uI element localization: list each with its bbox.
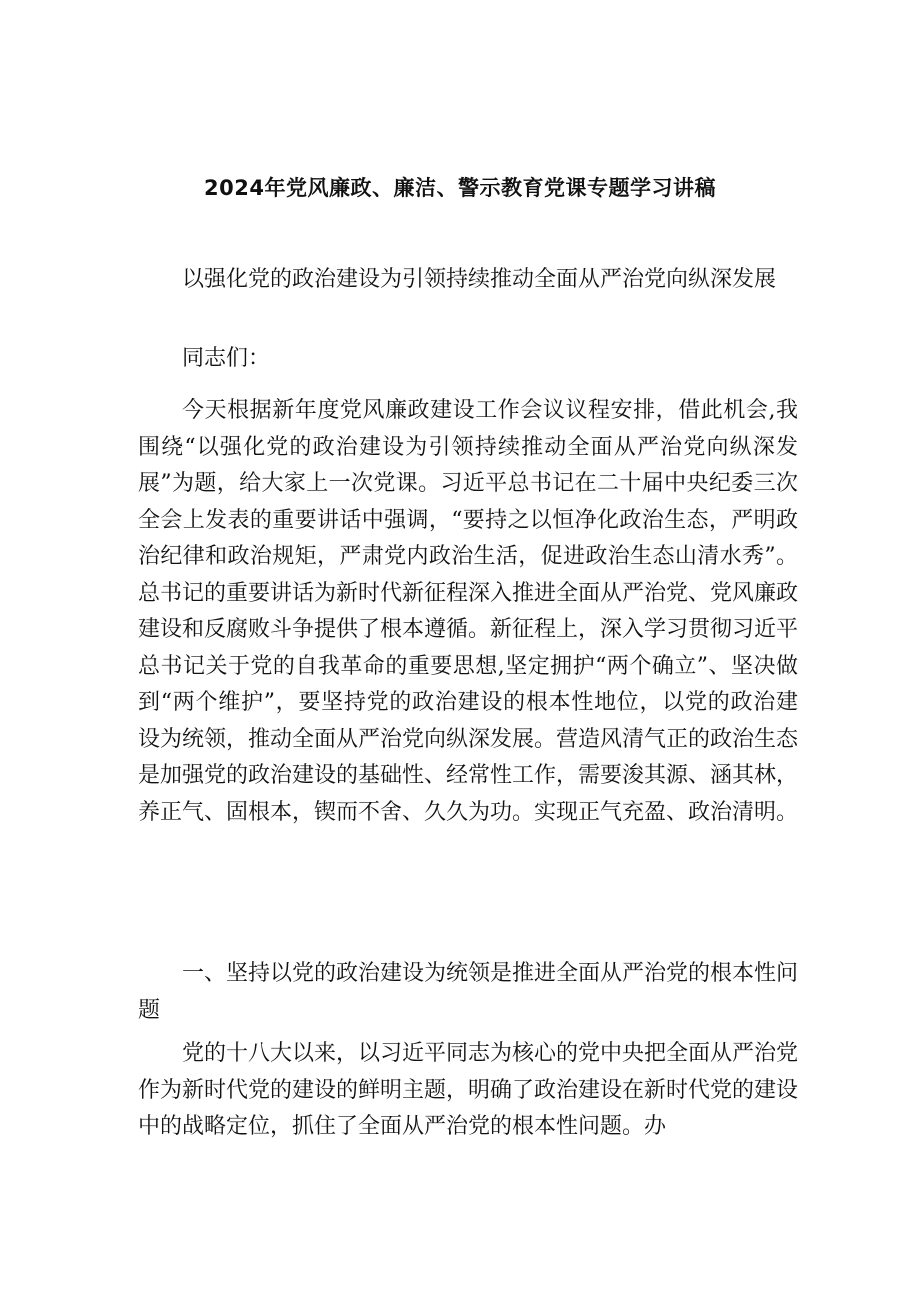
greeting: 同志们： [182,346,271,371]
document-title: 2024年党风廉政、廉洁、警示教育党课专题学习讲稿 [204,176,716,200]
paragraph-intro: 今天根据新年度党风廉政建设工作会议议程安排，借此机会,我围绕“以强化党的政治建设为引领持续推动全面从严治党向纵深发展”为题，给大家上一次党课。习近平总书记在二十届中央纪委三次全会上发表的重要讲话中强调，“要持之以恒净化政治生态，严明政治纪律和政治规矩，严肃党内政治生活，促进政治生态山清水秀”。总书记的重要讲话为新时代新征程深入推进全面从严治党、党风廉政建设和反腐败斗争提供了根本遵循。新征程上，深入学习贯彻习近平总书记关于党的自我革命的重要思想,坚定拥护“两个确立”、坚决做到“两个维护”，要坚持党的政治建设的根本性地位，以党的政治建设为统领，推动全面从严治党向纵深发展。营造风清气正的政治生态是加强党的政治建设的基础性、经常性工作，需要浚其源、涵其林，养正气、固根本，锲而不舍、久久为功。实现正气充盈、政治清明。 [138,398,799,825]
paragraph-section-1: 党的十八大以来，以习近平同志为核心的党中央把全面从严治党作为新时代党的建设的鲜明主题，明确了政治建设在新时代党的建设中的战略定位，抓住了全面从严治党的根本性问题。办 [138,1041,799,1139]
document-subtitle: 以强化党的政治建设为引领持续推动全面从严治党向纵深发展 [182,267,777,292]
section-heading-1: 一、坚持以党的政治建设为统领是推进全面从严治党的根本性问题 [138,961,799,1023]
